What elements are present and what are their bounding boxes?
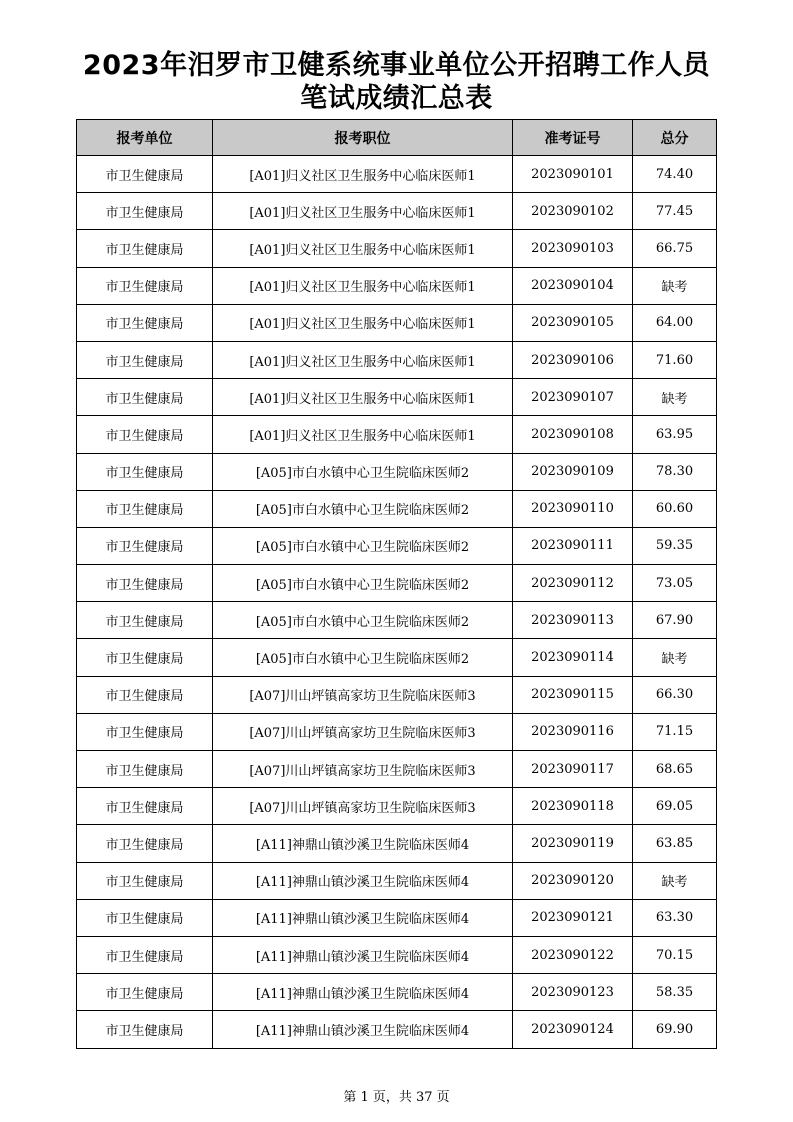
table-row <box>77 899 717 936</box>
table-row <box>77 230 717 267</box>
cell-position: [A11]神鼎山镇沙溪卫生院临床医师4 <box>213 936 513 973</box>
table-row <box>77 602 717 639</box>
cell-total-score: 69.90 <box>633 1011 717 1048</box>
cell-unit: 市卫生健康局 <box>77 341 213 378</box>
table-row <box>77 1011 717 1048</box>
cell-position: [A01]归义社区卫生服务中心临床医师1 <box>213 156 513 193</box>
cell-position: [A11]神鼎山镇沙溪卫生院临床医师4 <box>213 825 513 862</box>
table-row <box>77 974 717 1011</box>
header-position: 报考职位 <box>213 120 513 156</box>
cell-exam-number: 2023090112 <box>513 565 633 602</box>
cell-exam-number: 2023090113 <box>513 602 633 639</box>
cell-total-score: 58.35 <box>633 974 717 1011</box>
cell-position: [A01]归义社区卫生服务中心临床医师1 <box>213 304 513 341</box>
table-row <box>77 304 717 341</box>
table-row <box>77 156 717 193</box>
header-total-score: 总分 <box>633 120 717 156</box>
cell-exam-number: 2023090106 <box>513 341 633 378</box>
table-row <box>77 936 717 973</box>
cell-total-score: 缺考 <box>633 379 717 416</box>
cell-exam-number: 2023090105 <box>513 304 633 341</box>
table-row <box>77 341 717 378</box>
cell-unit: 市卫生健康局 <box>77 974 213 1011</box>
cell-total-score: 68.65 <box>633 751 717 788</box>
table-row <box>77 639 717 676</box>
cell-exam-number: 2023090108 <box>513 416 633 453</box>
table-body <box>77 156 717 1049</box>
table-header-row <box>77 120 717 156</box>
cell-total-score: 缺考 <box>633 267 717 304</box>
cell-exam-number: 2023090122 <box>513 936 633 973</box>
cell-exam-number: 2023090111 <box>513 527 633 564</box>
cell-unit: 市卫生健康局 <box>77 267 213 304</box>
table-row <box>77 565 717 602</box>
table-row <box>77 416 717 453</box>
cell-exam-number: 2023090123 <box>513 974 633 1011</box>
table-row <box>77 862 717 899</box>
cell-unit: 市卫生健康局 <box>77 565 213 602</box>
table-row <box>77 267 717 304</box>
cell-position: [A05]市白水镇中心卫生院临床医师2 <box>213 527 513 564</box>
cell-total-score: 71.15 <box>633 713 717 750</box>
cell-total-score: 缺考 <box>633 862 717 899</box>
cell-position: [A11]神鼎山镇沙溪卫生院临床医师4 <box>213 862 513 899</box>
cell-total-score: 63.95 <box>633 416 717 453</box>
cell-total-score: 73.05 <box>633 565 717 602</box>
cell-position: [A05]市白水镇中心卫生院临床医师2 <box>213 602 513 639</box>
cell-unit: 市卫生健康局 <box>77 639 213 676</box>
cell-exam-number: 2023090102 <box>513 193 633 230</box>
cell-total-score: 78.30 <box>633 453 717 490</box>
cell-exam-number: 2023090110 <box>513 490 633 527</box>
cell-unit: 市卫生健康局 <box>77 602 213 639</box>
cell-unit: 市卫生健康局 <box>77 230 213 267</box>
cell-unit: 市卫生健康局 <box>77 862 213 899</box>
cell-exam-number: 2023090104 <box>513 267 633 304</box>
cell-exam-number: 2023090124 <box>513 1011 633 1048</box>
cell-position: [A07]川山坪镇高家坊卫生院临床医师3 <box>213 676 513 713</box>
table-row <box>77 676 717 713</box>
cell-position: [A05]市白水镇中心卫生院临床医师2 <box>213 639 513 676</box>
cell-unit: 市卫生健康局 <box>77 713 213 750</box>
cell-unit: 市卫生健康局 <box>77 490 213 527</box>
page-number: 第 1 页，共 37 页 <box>343 1090 450 1105</box>
cell-exam-number: 2023090118 <box>513 788 633 825</box>
cell-exam-number: 2023090117 <box>513 751 633 788</box>
table-row <box>77 527 717 564</box>
cell-position: [A01]归义社区卫生服务中心临床医师1 <box>213 379 513 416</box>
cell-total-score: 74.40 <box>633 156 717 193</box>
cell-total-score: 缺考 <box>633 639 717 676</box>
cell-unit: 市卫生健康局 <box>77 676 213 713</box>
cell-unit: 市卫生健康局 <box>77 379 213 416</box>
header-unit: 报考单位 <box>77 120 213 156</box>
cell-position: [A01]归义社区卫生服务中心临床医师1 <box>213 416 513 453</box>
cell-unit: 市卫生健康局 <box>77 899 213 936</box>
document-subtitle: 笔试成绩汇总表 <box>300 83 493 114</box>
cell-position: [A01]归义社区卫生服务中心临床医师1 <box>213 230 513 267</box>
cell-total-score: 71.60 <box>633 341 717 378</box>
cell-position: [A11]神鼎山镇沙溪卫生院临床医师4 <box>213 1011 513 1048</box>
cell-total-score: 64.00 <box>633 304 717 341</box>
document-title: 2023年汨罗市卫健系统事业单位公开招聘工作人员 <box>82 50 711 81</box>
cell-unit: 市卫生健康局 <box>77 1011 213 1048</box>
cell-position: [A01]归义社区卫生服务中心临床医师1 <box>213 193 513 230</box>
cell-total-score: 60.60 <box>633 490 717 527</box>
table-row <box>77 751 717 788</box>
cell-exam-number: 2023090109 <box>513 453 633 490</box>
cell-exam-number: 2023090115 <box>513 676 633 713</box>
cell-unit: 市卫生健康局 <box>77 527 213 564</box>
cell-total-score: 70.15 <box>633 936 717 973</box>
cell-position: [A05]市白水镇中心卫生院临床医师2 <box>213 565 513 602</box>
scores-table <box>76 119 717 1049</box>
cell-position: [A07]川山坪镇高家坊卫生院临床医师3 <box>213 751 513 788</box>
cell-exam-number: 2023090103 <box>513 230 633 267</box>
cell-exam-number: 2023090101 <box>513 156 633 193</box>
cell-total-score: 77.45 <box>633 193 717 230</box>
cell-unit: 市卫生健康局 <box>77 416 213 453</box>
cell-total-score: 59.35 <box>633 527 717 564</box>
cell-unit: 市卫生健康局 <box>77 936 213 973</box>
cell-position: [A01]归义社区卫生服务中心临床医师1 <box>213 267 513 304</box>
cell-unit: 市卫生健康局 <box>77 156 213 193</box>
table-row <box>77 825 717 862</box>
cell-total-score: 63.30 <box>633 899 717 936</box>
cell-position: [A11]神鼎山镇沙溪卫生院临床医师4 <box>213 974 513 1011</box>
cell-total-score: 69.05 <box>633 788 717 825</box>
table-row <box>77 379 717 416</box>
cell-exam-number: 2023090121 <box>513 899 633 936</box>
cell-position: [A01]归义社区卫生服务中心临床医师1 <box>213 341 513 378</box>
cell-unit: 市卫生健康局 <box>77 751 213 788</box>
cell-unit: 市卫生健康局 <box>77 193 213 230</box>
table-row <box>77 788 717 825</box>
cell-total-score: 66.30 <box>633 676 717 713</box>
cell-unit: 市卫生健康局 <box>77 304 213 341</box>
cell-position: [A07]川山坪镇高家坊卫生院临床医师3 <box>213 713 513 750</box>
cell-position: [A07]川山坪镇高家坊卫生院临床医师3 <box>213 788 513 825</box>
cell-exam-number: 2023090120 <box>513 862 633 899</box>
cell-unit: 市卫生健康局 <box>77 788 213 825</box>
table-row <box>77 713 717 750</box>
cell-exam-number: 2023090116 <box>513 713 633 750</box>
table-row <box>77 193 717 230</box>
header-exam-number: 准考证号 <box>513 120 633 156</box>
cell-position: [A05]市白水镇中心卫生院临床医师2 <box>213 453 513 490</box>
cell-exam-number: 2023090114 <box>513 639 633 676</box>
cell-unit: 市卫生健康局 <box>77 825 213 862</box>
cell-total-score: 67.90 <box>633 602 717 639</box>
cell-total-score: 66.75 <box>633 230 717 267</box>
cell-exam-number: 2023090119 <box>513 825 633 862</box>
table-row <box>77 453 717 490</box>
cell-unit: 市卫生健康局 <box>77 453 213 490</box>
cell-total-score: 63.85 <box>633 825 717 862</box>
cell-position: [A05]市白水镇中心卫生院临床医师2 <box>213 490 513 527</box>
cell-position: [A11]神鼎山镇沙溪卫生院临床医师4 <box>213 899 513 936</box>
cell-exam-number: 2023090107 <box>513 379 633 416</box>
table-row <box>77 490 717 527</box>
